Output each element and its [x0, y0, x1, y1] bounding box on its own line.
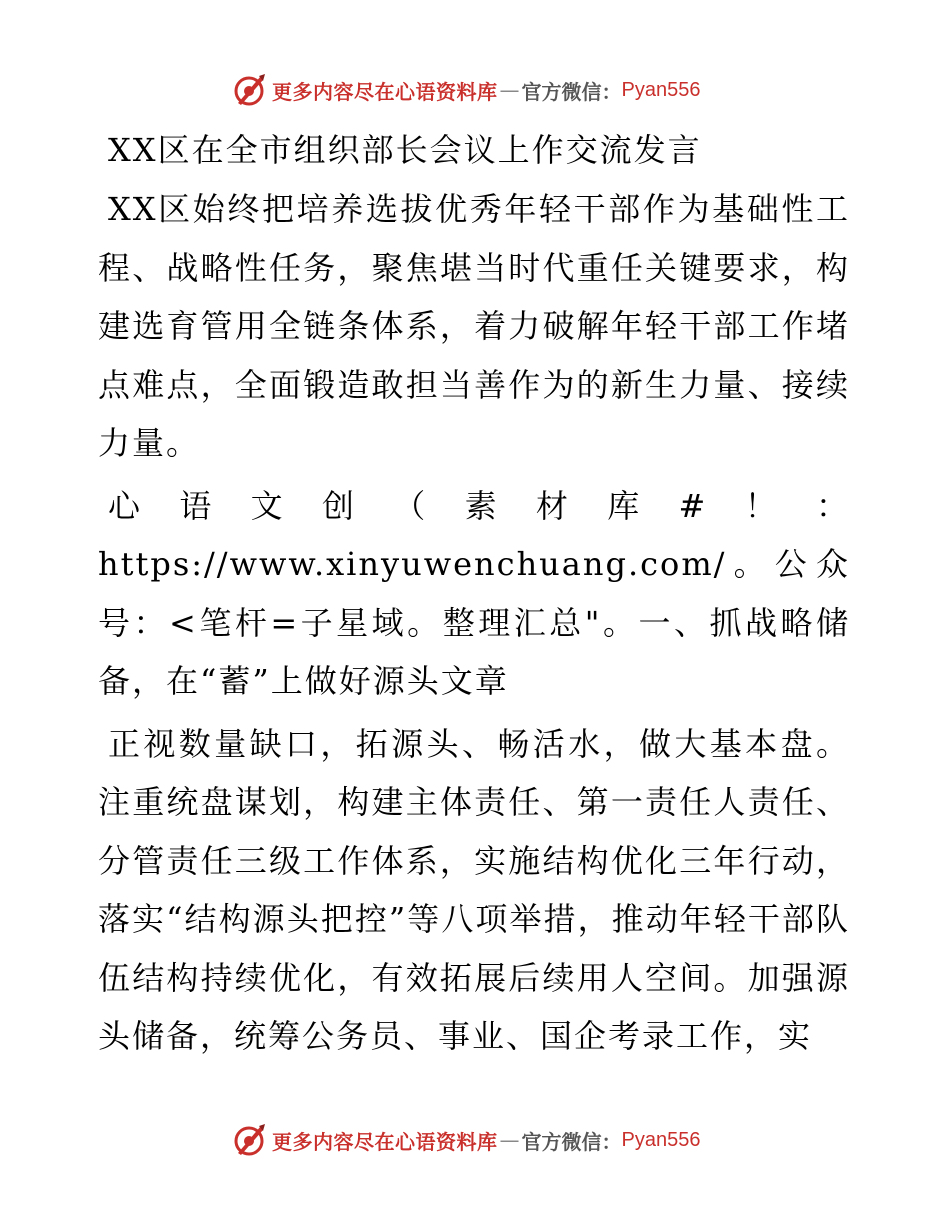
footer-promo-text: 更多内容尽在心语资料库 — [272, 1129, 498, 1154]
footer-official-label: 官方微信： — [521, 1129, 622, 1154]
footer-dash: — — [499, 1128, 520, 1152]
paragraph-source-reserve: 正视数量缺口，拓源头、畅活水，做大基本盘。注重统盘谋划，构建主体责任、第一责任人责任、分管责任三级工作体系，实施结构优化三年行动，落实“结构源头把控”等八项举措，推动年轻干部队伍结构持续优化，有效拓展后续用人空间。加强源头储备，统筹公务员、事业、国企考录工作，实 — [98, 724, 850, 1055]
paragraph-intro: XX区始终把培养选拔优秀年轻干部作为基础性工程、战略性任务，聚焦堪当时代重任关键要求，构建选育管用全链条体系，着力破解年轻干部工作堵点难点，全面锻造敢担当善作为的新生力量、接续力量。 — [98, 190, 850, 462]
footer-wechat-id: Pyan556 — [621, 1128, 701, 1151]
pen-logo-icon — [232, 73, 266, 107]
footer-banner — [232, 1121, 700, 1159]
paragraph-section-one: 心语文创（素材库#！：https://www.xinyuwenchuang.com/。公众号：<笔杆=子星域。整理汇总"。一、抓战略储备，在“蓄”上做好源头文章 — [98, 486, 850, 700]
header-promo-text: 更多内容尽在心语资料库 — [272, 79, 498, 104]
document-body — [98, 122, 850, 1070]
document-title: XX区在全市组织部长会议上作交流发言 — [108, 131, 702, 169]
header-banner — [232, 71, 700, 109]
pen-logo-icon — [232, 1123, 266, 1157]
header-dash: — — [499, 78, 520, 102]
header-official-label: 官方微信： — [521, 79, 622, 104]
header-wechat-id: Pyan556 — [621, 78, 701, 101]
